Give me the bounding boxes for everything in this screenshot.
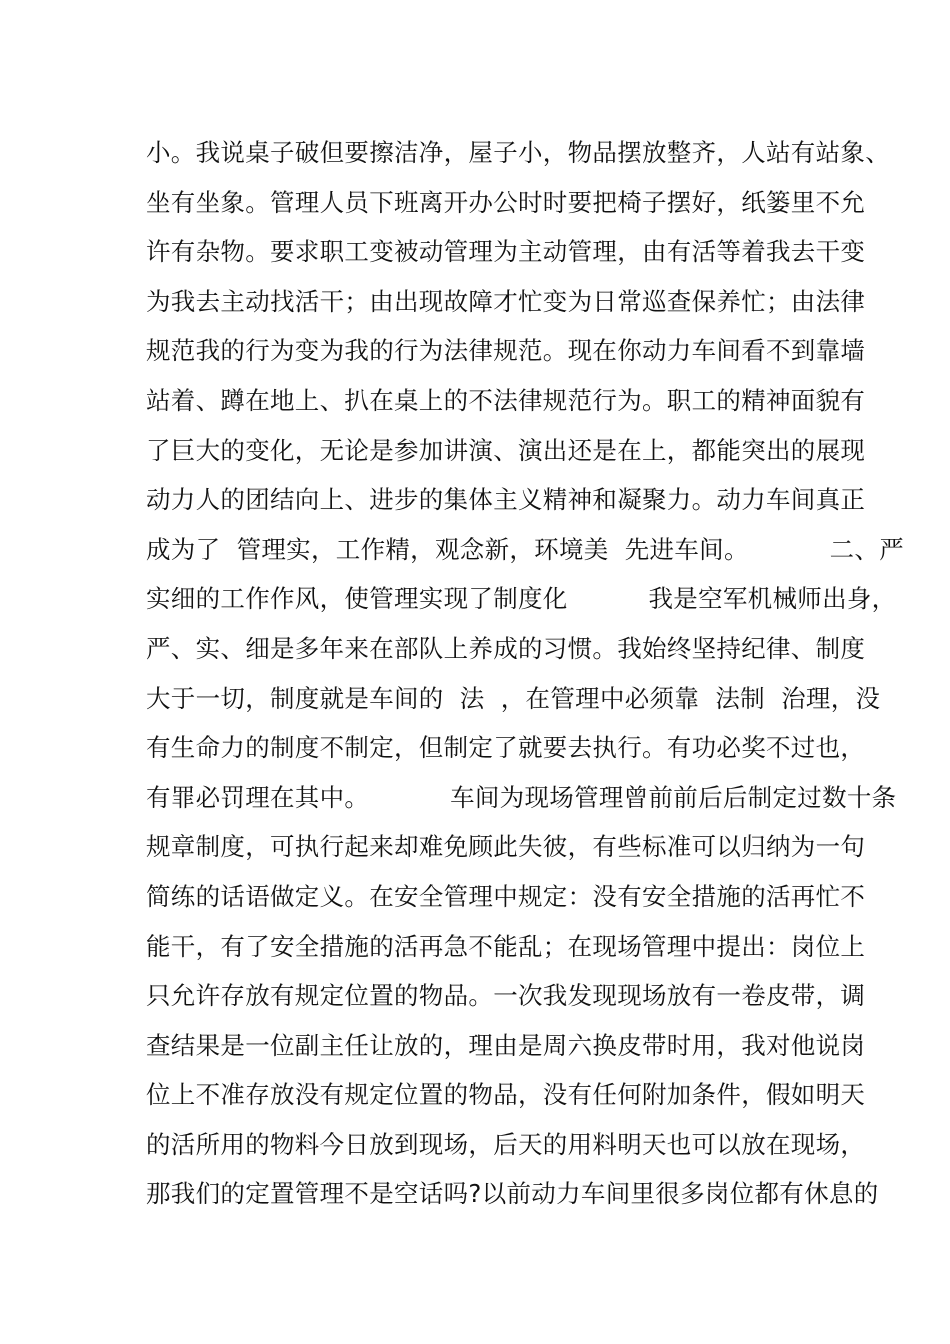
- text-line: 位上不准存放没有规定位置的物品，没有任何附加条件，假如明天: [146, 1080, 866, 1110]
- text-line: 为我去主动找活干；由出现故障才忙变为日常巡查保养忙；由法律: [146, 286, 866, 316]
- text-line: 站着、蹲在地上、扒在桌上的不法律规范行为。职工的精神面貌有: [146, 385, 866, 415]
- text-line: 有生命力的制度不制定，但制定了就要去执行。有功必奖不过也，: [146, 733, 866, 763]
- text-line: 了巨大的变化，无论是参加讲演、演出还是在上，都能突出的展现: [146, 435, 866, 465]
- text-line: 大于一切，制度就是车间的 法 ，在管理中必须靠 法制 治理，没: [146, 683, 881, 713]
- text-line: 坐有坐象。管理人员下班离开办公时时要把椅子摆好，纸篓里不允: [146, 187, 866, 217]
- text-line: 规章制度，可执行起来却难免顾此失彼，有些标准可以归纳为一句: [146, 832, 866, 862]
- text-line: 查结果是一位副主任让放的，理由是周六换皮带时用，我对他说岗: [146, 1030, 866, 1060]
- text-line: 成为了 管理实，工作精，观念新，环境美 先进车间。 二、严: [146, 534, 905, 564]
- body-text: [146, 133, 905, 1224]
- text-line: 那我们的定置管理不是空话吗?以前动力车间里很多岗位都有休息的: [146, 1179, 879, 1209]
- text-line: 规范我的行为变为我的行为法律规范。现在你动力车间看不到靠墙: [146, 336, 866, 366]
- text-line: 有罪必罚理在其中。 车间为现场管理曾前前后后制定过数十条: [146, 782, 897, 812]
- text-line: 实细的工作作风，使管理实现了制度化 我是空军机械师出身，: [146, 584, 897, 614]
- text-line: 只允许存放有规定位置的物品。一次我发现现场放有一卷皮带，调: [146, 981, 866, 1011]
- text-line: 动力人的团结向上、进步的集体主义精神和凝聚力。动力车间真正: [146, 485, 866, 515]
- text-line: 许有杂物。要求职工变被动管理为主动管理，由有活等着我去干变: [146, 237, 866, 267]
- text-line: 简练的话语做定义。在安全管理中规定：没有安全措施的活再忙不: [146, 881, 866, 911]
- text-line: 能干，有了安全措施的活再急不能乱；在现场管理中提出：岗位上: [146, 931, 866, 961]
- text-line: 小。我说桌子破但要擦洁净，屋子小，物品摆放整齐，人站有站象、: [146, 138, 890, 167]
- text-line: 严、实、细是多年来在部队上养成的习惯。我始终坚持纪律、制度: [146, 633, 866, 663]
- text-line: 的活所用的物料今日放到现场，后天的用料明天也可以放在现场，: [146, 1129, 866, 1159]
